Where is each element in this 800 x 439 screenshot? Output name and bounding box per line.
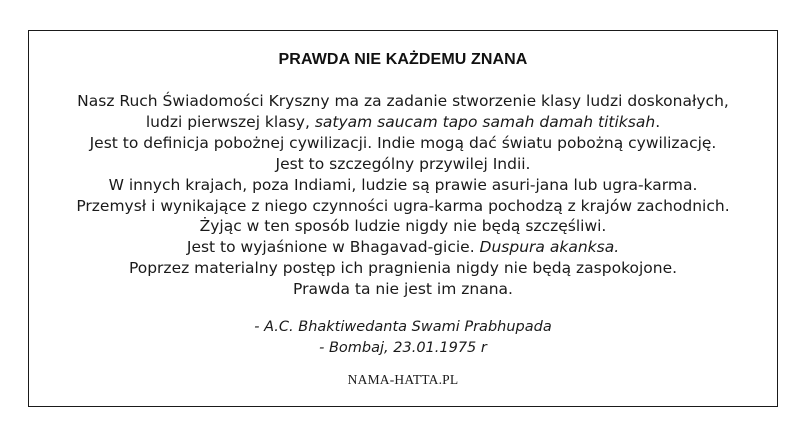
quote-line-4: Jest to szczególny przywilej Indii. bbox=[275, 154, 531, 173]
quote-line-5: W innych krajach, poza Indiami, ludzie są prawie asuri-jana lub ugra-karma. bbox=[108, 175, 698, 194]
signature bbox=[29, 317, 777, 359]
quote-card bbox=[28, 30, 778, 407]
sanskrit-phrase: satyam saucam tapo samah damah titiksah bbox=[314, 112, 656, 131]
quote-line-3: Jest to definicja pobożnej cywilizacji. Indie mogą dać światu pobożną cywilizację. bbox=[89, 133, 717, 152]
quote-title: PRAWDA NIE KAŻDEMU ZNANA bbox=[278, 51, 528, 68]
quote-line-7: Żyjąc w ten sposób ludzie nigdy nie będą szczęśliwi. bbox=[199, 217, 607, 236]
quote-line-9: Poprzez materialny postęp ich pragnienia nigdy nie będą zaspokojone. bbox=[128, 259, 678, 278]
quote-line-1: Nasz Ruch Świadomości Kryszny ma za zadanie stworzenie klasy ludzi doskonałych, bbox=[77, 92, 729, 110]
quote-line-8-text: Jest to wyjaśnione w Bhagavad-gicie. bbox=[186, 238, 480, 257]
quote-line-2 bbox=[29, 112, 777, 133]
quote-line-2-end: . bbox=[655, 112, 661, 131]
quote-body bbox=[29, 91, 777, 300]
quote-line-2-text: ludzi pierwszej klasy, bbox=[145, 112, 315, 131]
quote-line-8 bbox=[29, 237, 777, 258]
signature-author: - A.C. Bhaktiwedanta Swami Prabhupada bbox=[254, 319, 552, 335]
quote-line-6: Przemysł i wynikające z niego czynności ugra-karma pochodzą z krajów zachodnich. bbox=[76, 196, 730, 215]
quote-line-10: Prawda ta nie jest im znana. bbox=[293, 280, 513, 299]
website-credit: NAMA-HATTA.PL bbox=[347, 372, 459, 387]
sanskrit-quote: Duspura akanksa. bbox=[479, 238, 620, 257]
signature-place-date: - Bombaj, 23.01.1975 r bbox=[319, 340, 487, 356]
